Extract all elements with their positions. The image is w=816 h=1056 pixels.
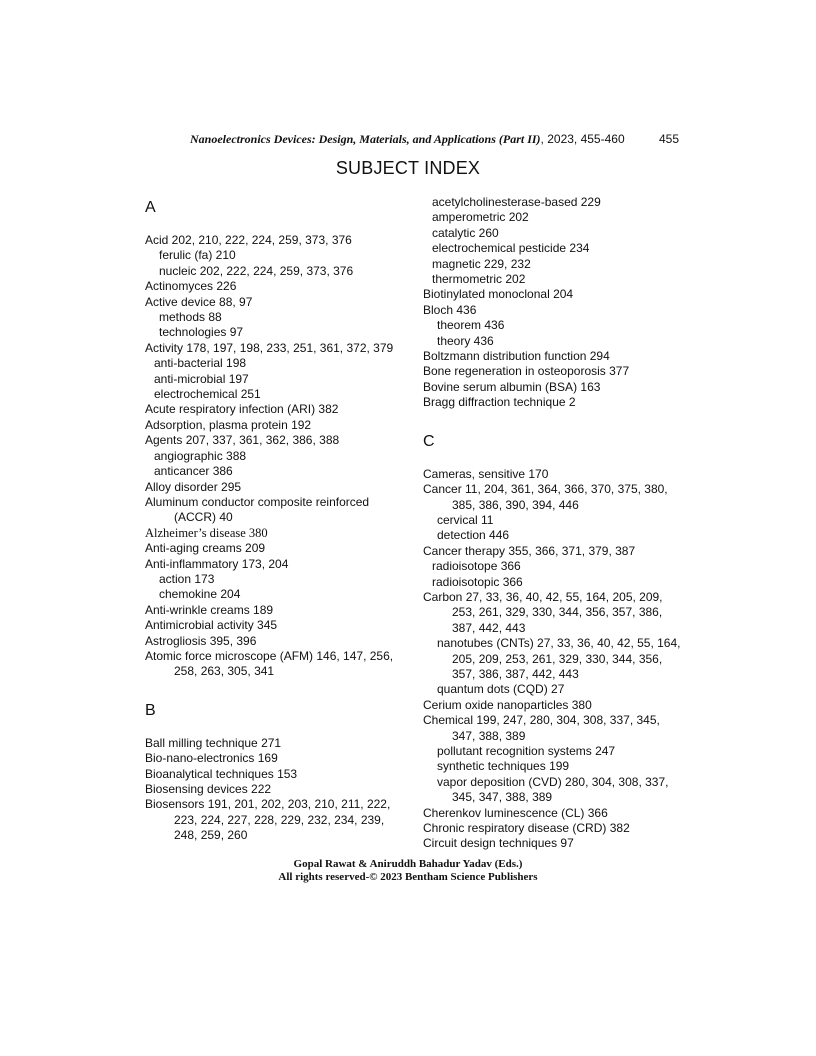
index-subentry: action 173 (159, 571, 215, 586)
index-entry: Biosensing devices 222 (145, 782, 272, 796)
index-entry: Aluminum conductor composite reinforced (ACCR) 40 (145, 494, 370, 525)
index-subentry: acetylcholinesterase-based 229 (432, 195, 601, 209)
index-subentry: anti-bacterial 198 (154, 356, 247, 371)
index-subentry: electrochemical pesticide 234 (432, 241, 590, 256)
index-entry: Anti-aging creams 209 (145, 541, 266, 556)
index-subentry: methods 88 (159, 310, 222, 325)
index-letter-heading: C (423, 432, 435, 450)
index-entry: Agents 207, 337, 361, 362, 386, 388 (145, 433, 340, 448)
index-subentry: magnetic 229, 232 (432, 256, 531, 271)
index-entry: Circuit design techniques 97 (423, 836, 574, 851)
index-subentry: technologies 97 (159, 325, 244, 340)
index-subentry: theorem 436 (437, 318, 505, 333)
section-spacer (145, 680, 407, 698)
index-entry: Actinomyces 226 (145, 279, 237, 294)
index-entry: Cerium oxide nanoparticles 380 (423, 697, 592, 712)
index-letter-heading: A (145, 199, 156, 216)
index-subentry: thermometric 202 (432, 272, 526, 287)
index-subentry: detection 446 (437, 528, 510, 543)
book-title: Nanoelectronics Devices: Design, Materials, and Applications (Part II) (190, 132, 541, 146)
index-entry: Cameras, sensitive 170 (423, 466, 549, 481)
page-title: SUBJECT INDEX (335, 158, 481, 178)
index-subentry: synthetic techniques 199 (437, 759, 570, 774)
copyright-line: All rights reserved-© 2023 Bentham Science Publishers (278, 871, 538, 883)
index-entry: Anti-inflammatory 173, 204 (145, 556, 289, 571)
index-subentry: amperometric 202 (432, 210, 529, 225)
index-entry: Acute respiratory infection (ARI) 382 (145, 402, 339, 417)
section-spacer (423, 411, 685, 429)
index-entry: Chronic respiratory disease (CRD) 382 (423, 821, 630, 836)
index-entry: Biosensors 191, 201, 202, 203, 210, 211, 222, 223, 224, 227, 228, 229, 232, 234, 239, 248, 259, 260 (145, 797, 391, 843)
index-subentry: anti-microbial 197 (154, 371, 249, 386)
index-entry: Biotinylated monoclonal 204 (423, 287, 574, 302)
index-entry: Bragg diffraction technique 2 (423, 395, 576, 410)
index-entry: Atomic force microscope (AFM) 146, 147, 256, 258, 263, 305, 341 (145, 648, 394, 679)
index-subentry: chemokine 204 (159, 587, 241, 602)
index-entry: Bloch 436 (423, 302, 477, 317)
index-subentry: angiographic 388 (154, 448, 247, 463)
index-entry: Bovine serum albumin (BSA) 163 (423, 379, 601, 394)
index-entry: Antimicrobial activity 345 (145, 618, 278, 633)
index-subentry: nucleic 202, 222, 224, 259, 373, 376 (159, 263, 354, 278)
page-number: 455 (659, 132, 680, 146)
index-subentry: catalytic 260 (432, 225, 499, 240)
index-subentry: radioisotopic 366 (432, 574, 523, 589)
index-subentry: anticancer 386 (154, 464, 233, 479)
index-subentry: cervical 11 (437, 512, 494, 527)
index-subentry: electrochemical 251 (154, 387, 261, 402)
index-subentry: theory 436 (437, 333, 494, 348)
index-subentry: pollutant recognition systems 247 (437, 744, 616, 758)
index-column-left (145, 195, 407, 844)
index-entry: Active device 88, 97 (145, 294, 253, 309)
index-entry: Chemical 199, 247, 280, 304, 308, 337, 345, 347, 388, 389 (423, 713, 660, 743)
page-footer (0, 858, 816, 884)
index-entry: Carbon 27, 33, 36, 40, 42, 55, 164, 205, 209, 253, 261, 329, 330, 344, 356, 357, 386, 387, 442, 443 (423, 589, 663, 635)
index-entry: Cancer 11, 204, 361, 364, 366, 370, 375, 380, 385, 386, 390, 394, 446 (423, 482, 668, 512)
index-entry: Astrogliosis 395, 396 (145, 633, 257, 648)
running-header (190, 132, 625, 147)
index-entry: Bio-nano-electronics 169 (145, 751, 278, 766)
index-entry: Alzheimer’s disease 380 (145, 525, 268, 540)
index-subentry: radioisotope 366 (432, 559, 521, 574)
index-subentry: nanotubes (CNTs) 27, 33, 36, 40, 42, 55, 164, 205, 209, 253, 261, 329, 330, 344, 356, 357, 386, 387, 442, 443 (437, 636, 681, 681)
index-entry: Cancer therapy 355, 366, 371, 379, 387 (423, 543, 636, 558)
index-entry: Bioanalytical techniques 153 (145, 766, 298, 781)
index-subentry: ferulic (fa) 210 (159, 248, 236, 263)
index-entry: Anti-wrinkle creams 189 (145, 602, 274, 617)
index-entry: Acid 202, 210, 222, 224, 259, 373, 376 (145, 233, 352, 247)
index-letter-heading: B (145, 701, 156, 719)
index-entry: Bone regeneration in osteoporosis 377 (423, 364, 630, 379)
index-subentry: vapor deposition (CVD) 280, 304, 308, 337, 345, 347, 388, 389 (437, 774, 669, 805)
index-entry: Ball milling technique 271 (145, 735, 282, 750)
index-entry: Cherenkov luminescence (CL) 366 (423, 805, 608, 820)
editors-line: Gopal Rawat & Aniruddh Bahadur Yadav (Eds.) (293, 858, 523, 870)
index-entry: Alloy disorder 295 (145, 479, 242, 494)
index-entry: Boltzmann distribution function 294 (423, 349, 610, 364)
index-entry: Adsorption, plasma protein 192 (145, 417, 312, 432)
index-subentry: quantum dots (CQD) 27 (437, 682, 565, 697)
index-column-right (423, 195, 685, 852)
year-pages: , 2023, 455-460 (540, 132, 625, 146)
index-entry: Activity 178, 197, 198, 233, 251, 361, 372, 379 (145, 340, 394, 355)
